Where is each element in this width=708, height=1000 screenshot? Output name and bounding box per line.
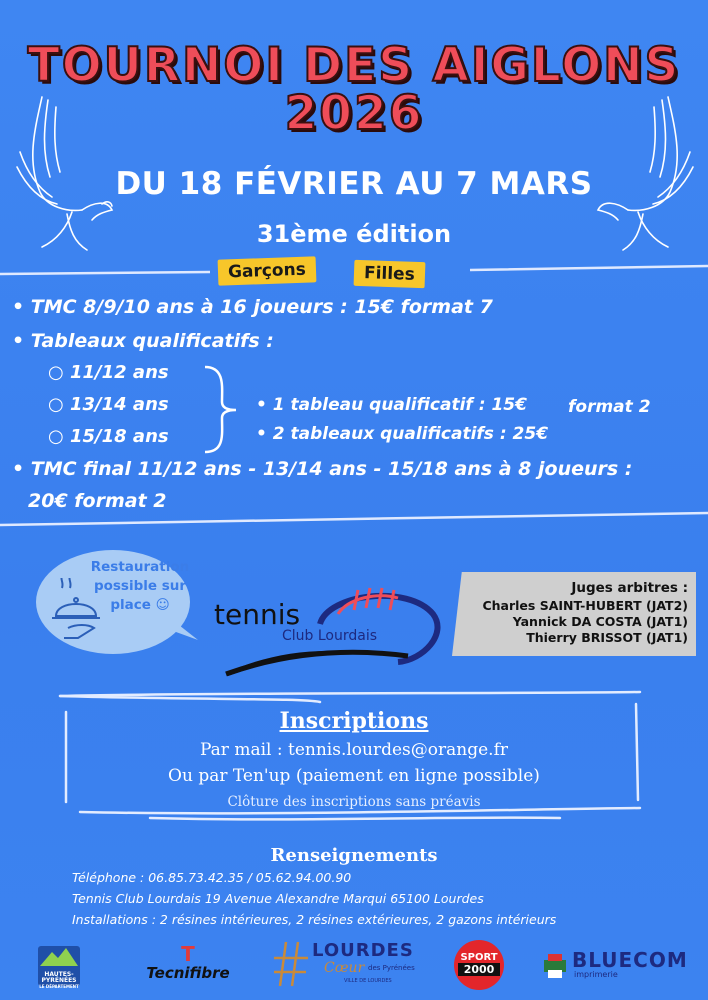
mountain-icon (38, 946, 80, 968)
tecnifibre-logo: T Tecnifibre (138, 944, 238, 982)
title-line-1: TOURNOI DES AIGLONS (27, 38, 681, 93)
renseignements-installations: Installations : 2 résines intérieures, 2 résines extérieures, 2 gazons intérieurs (72, 912, 557, 927)
age-11-12: ○ 11/12 ans (48, 362, 169, 383)
smiley-icon: ☺ (150, 597, 170, 613)
edition-label: 31ème édition (256, 220, 452, 248)
tag-filles: Filles (354, 260, 426, 288)
inscriptions-title: Inscriptions (279, 708, 429, 734)
divider-bottom (0, 505, 708, 535)
bluecom-logo: BLUECOM imprimerie (540, 946, 700, 986)
bullet-qualif: • Tableaux qualificatifs : (12, 330, 274, 352)
lourdes-logo: LOURDES Cœur des Pyrénées VILLE DE LOURDES (272, 940, 432, 988)
brace-icon (200, 362, 245, 457)
age-13-14: ○ 13/14 ans (48, 394, 169, 415)
club-subtitle: Club Lourdais (282, 628, 378, 644)
bullet-tmc-final-price: 20€ format 2 (28, 490, 167, 512)
judge-3: Thierry BRISSOT (JAT1) (526, 630, 688, 645)
price-2-tableaux: • 2 tableaux qualificatifs : 25€ (256, 424, 549, 444)
lourdes-hash-icon (272, 940, 312, 988)
renseignements-title: Renseignements (270, 845, 438, 866)
bullet-tmc-final: • TMC final 11/12 ans - 13/14 ans - 15/18 ans à 8 joueurs : (12, 458, 633, 480)
inscriptions-mail: Par mail : tennis.lourdes@orange.fr (200, 740, 508, 760)
tag-garcons: Garçons (218, 256, 317, 285)
bubble-tail (170, 618, 200, 648)
price-1-tableau: • 1 tableau qualificatif : 15€ (256, 395, 527, 415)
printer-icon (540, 950, 570, 980)
renseignements-phone: Téléphone : 06.85.73.42.35 / 05.62.94.00.90 (72, 870, 352, 885)
sport2000-logo: SPORT 2000 (454, 940, 504, 990)
format-label: format 2 (568, 397, 651, 417)
judge-2: Yannick DA COSTA (JAT1) (512, 614, 688, 629)
circle-bullet-icon: ○ (48, 394, 70, 415)
renseignements-address: Tennis Club Lourdais 19 Avenue Alexandre Marqui 65100 Lourdes (72, 891, 484, 906)
title-line-2: 2026 (284, 86, 424, 141)
restauration-text: Restauration possible sur place ☺ (90, 559, 190, 613)
age-15-18: ○ 15/18 ans (48, 426, 169, 447)
inscriptions-tenup: Ou par Ten'up (paiement en ligne possible) (168, 766, 540, 786)
inscriptions-cloture: Clôture des inscriptions sans préavis (227, 794, 481, 810)
tecnifibre-t-icon: T (181, 942, 195, 966)
hautes-pyrenees-logo: HAUTES- PYRÉNÉES LE DÉPARTEMENT (38, 946, 80, 986)
circle-bullet-icon: ○ (48, 362, 70, 383)
club-name: tennis (214, 598, 301, 631)
event-dates: DU 18 FÉVRIER AU 7 MARS (115, 166, 593, 202)
judge-1: Charles SAINT-HUBERT (JAT2) (482, 598, 688, 613)
judges-list (452, 580, 688, 646)
judges-title: Juges arbitres : (571, 580, 688, 596)
circle-bullet-icon: ○ (48, 426, 70, 447)
bullet-tmc: • TMC 8/9/10 ans à 16 joueurs : 15€ format 7 (12, 296, 493, 318)
